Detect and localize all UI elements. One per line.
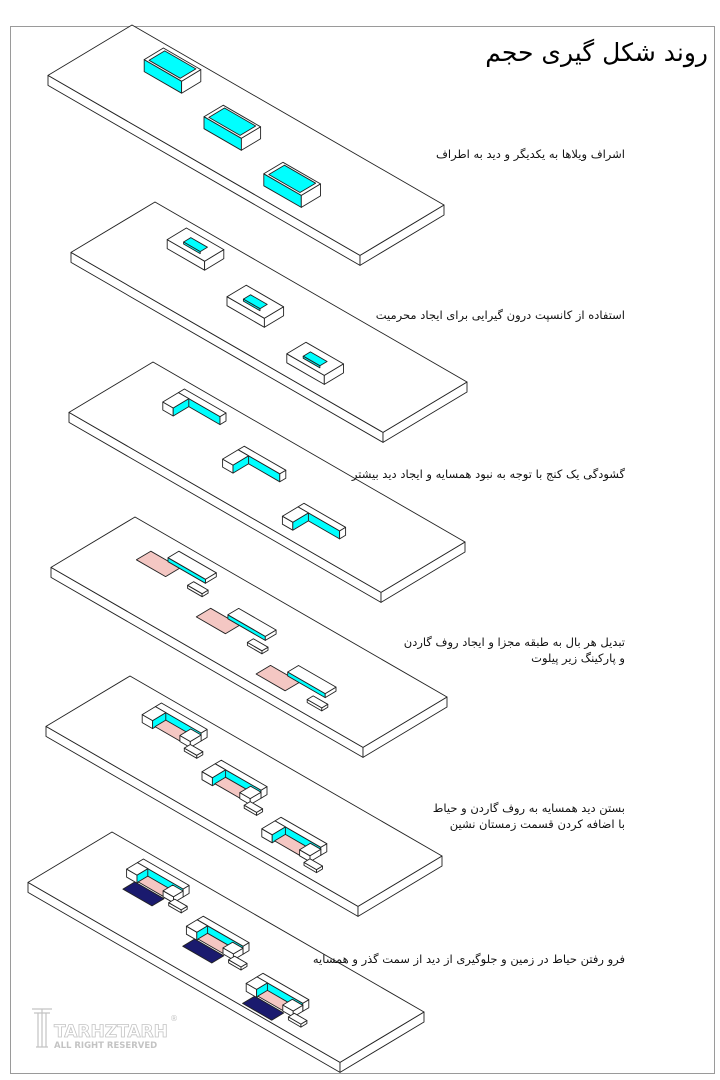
step-2-caption: استفاده از کانسپت درون گیرایی برای ایجاد محرمیت (375, 308, 625, 322)
watermark-tagline: ALL RIGHT RESERVED (54, 1041, 158, 1051)
watermark-registered-mark: ® (170, 1014, 178, 1023)
watermark-brand: TARHZTARH (54, 1022, 168, 1042)
step-5-caption: بستن دید همسایه به روف گاردن و حیاط با اضافه کردن قسمت زمستان نشین (432, 801, 625, 831)
step-1-diagram (48, 25, 444, 265)
watermark-logo (30, 1003, 180, 1051)
step-3-caption: گشودگی یک کنج با توجه به نبود همسایه و ایجاد دید بیشتر (351, 467, 625, 481)
diagram-title: روند شکل گیری حجم (485, 38, 708, 67)
step-4-caption: تبدیل هر بال به طبقه مجزا و ایجاد روف گاردن و پارکینگ زیر پیلوت (403, 635, 625, 665)
step-1-caption: اشراف ویلاها به یکدیگر و دید به اطراف (435, 147, 625, 161)
step-6-caption: فرو رفتن حیاط در زمین و جلوگیری از دید از سمت گذر و همسایه (312, 952, 625, 966)
